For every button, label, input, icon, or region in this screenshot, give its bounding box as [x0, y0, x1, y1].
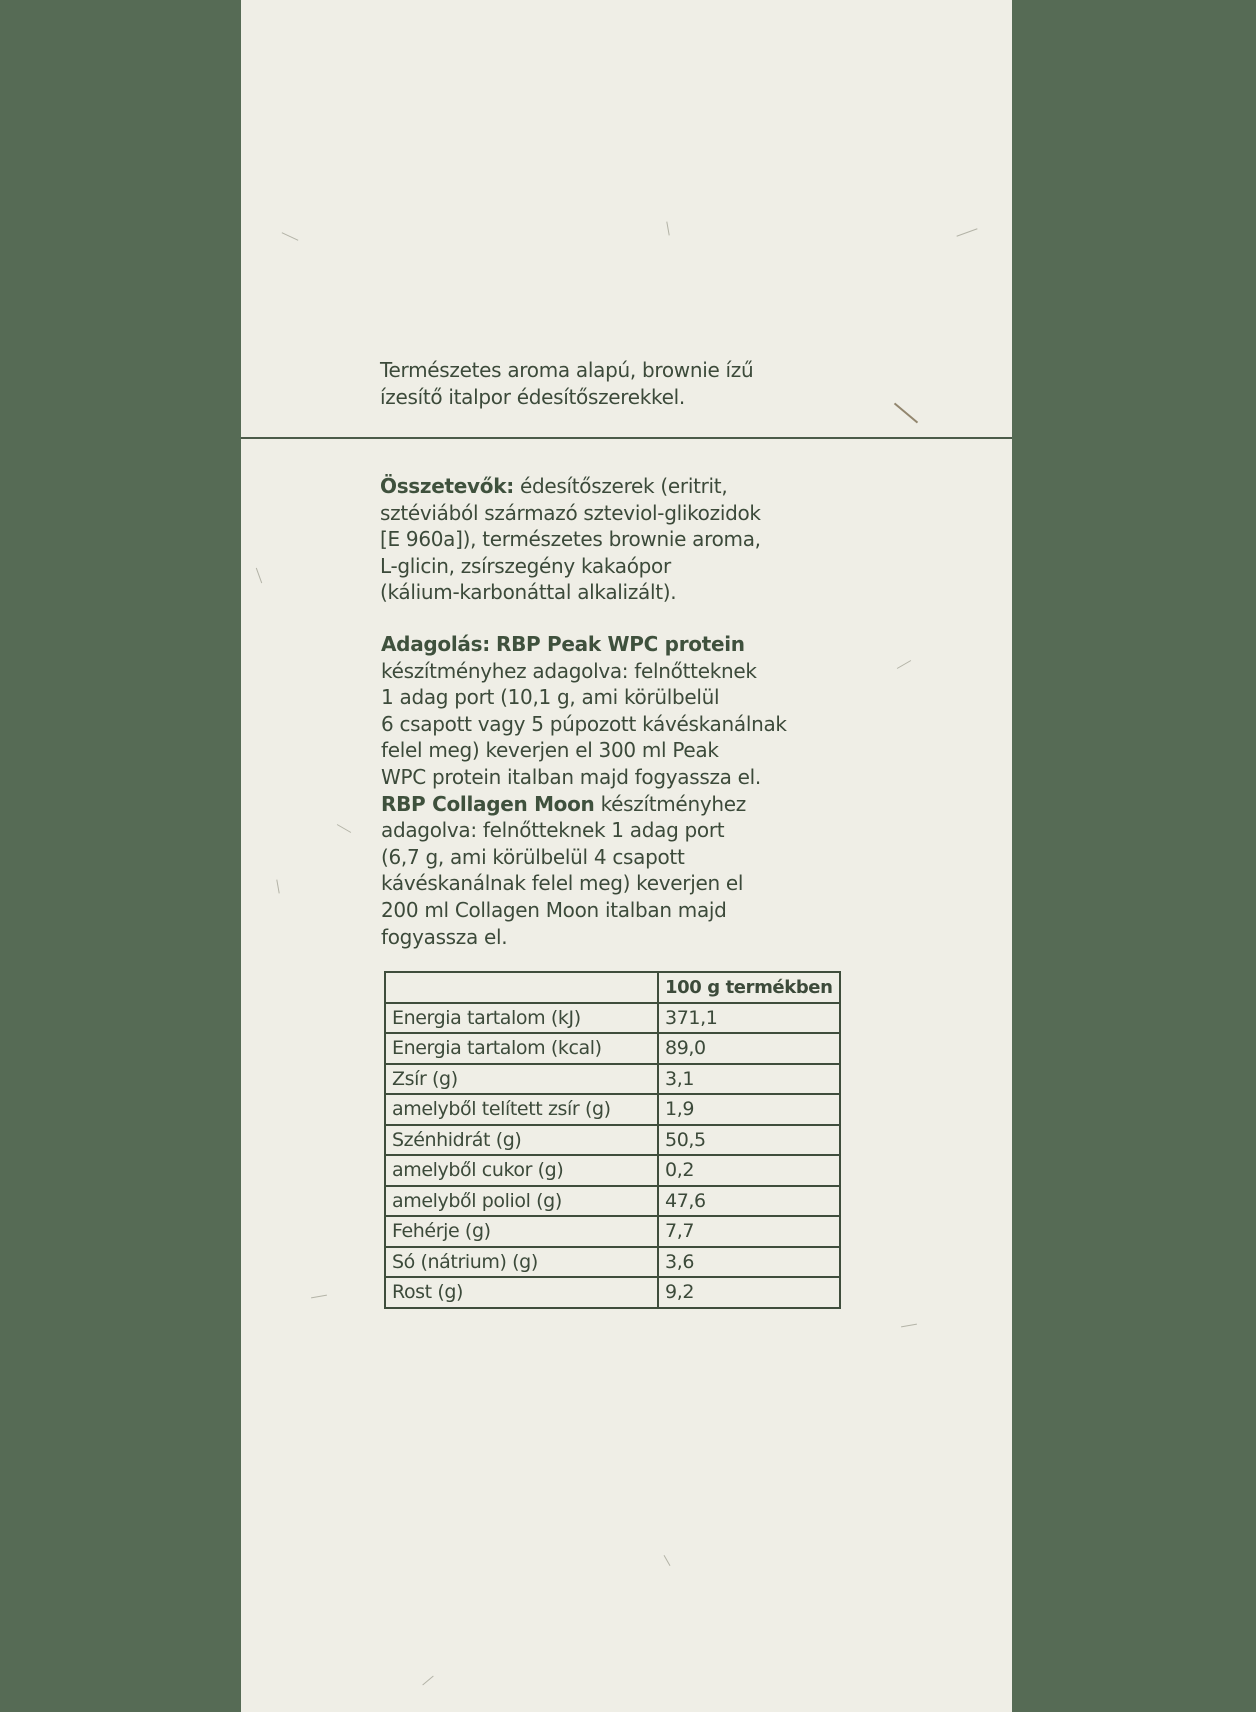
nutrient-value: 3,1 — [658, 1064, 840, 1095]
nutrient-value: 3,6 — [658, 1247, 840, 1278]
dosage-text: kávéskanálnak felel meg) keverjen el — [381, 871, 744, 896]
nutrient-name: Szénhidrát (g) — [385, 1125, 658, 1156]
nutrition-row — [385, 1064, 840, 1095]
paper-fiber — [666, 222, 669, 236]
nutrition-header-label: 100 g termékben — [658, 972, 840, 1003]
nutrient-value: 89,0 — [658, 1033, 840, 1064]
nutrient-value: 1,9 — [658, 1094, 840, 1125]
nutrient-name: amelyből poliol (g) — [385, 1186, 658, 1217]
dosage-text: fogyassza el. — [381, 924, 508, 949]
nutrient-name: Energia tartalom (kcal) — [385, 1033, 658, 1064]
dosage-text: felel meg) keverjen el 300 ml Peak — [381, 738, 719, 763]
nutrient-name: amelyből cukor (g) — [385, 1155, 658, 1186]
nutrition-row — [385, 1186, 840, 1217]
nutrition-row — [385, 1216, 840, 1247]
nutrient-value: 0,2 — [658, 1155, 840, 1186]
ingredients-label: Összetevők: — [380, 474, 514, 498]
dosage-product-collagen: RBP Collagen Moon — [381, 791, 595, 816]
dosage-text: (6,7 g, ami körülbelül 4 csapott — [381, 844, 685, 869]
paper-fiber — [311, 1295, 327, 1299]
paper-fiber — [276, 880, 279, 894]
nutrient-name: amelyből telített zsír (g) — [385, 1094, 658, 1125]
nutrient-name: Zsír (g) — [385, 1064, 658, 1095]
ingredients-text: sztéviából származó szteviol-glikozidok — [380, 500, 761, 525]
paper-fiber — [956, 228, 977, 236]
dosage-product-peak: RBP Peak WPC protein — [495, 632, 745, 656]
paper-fiber — [894, 403, 918, 424]
ingredients-text: [E 960a]), természetes brownie aroma, — [380, 527, 761, 552]
dosage-text: 1 adag port (10,1 g, ami körülbelül — [381, 685, 720, 710]
paper-fiber — [256, 568, 262, 583]
paper-fiber — [901, 1324, 917, 1328]
nutrient-name: Só (nátrium) (g) — [385, 1247, 658, 1278]
nutrition-header-empty — [385, 972, 658, 1003]
nutrition-row — [385, 1125, 840, 1156]
nutrition-row — [385, 1094, 840, 1125]
ingredients-section — [380, 473, 850, 606]
ingredients-text: (kálium-karbonáttal alkalizált). — [380, 580, 677, 605]
product-label — [241, 0, 1012, 1712]
nutrition-header-row — [385, 972, 840, 1003]
dosage-text: készítményhez adagolva: felnőtteknek — [381, 658, 757, 683]
nutrient-name: Fehérje (g) — [385, 1216, 658, 1247]
nutrient-name: Rost (g) — [385, 1277, 658, 1308]
product-description — [380, 357, 860, 411]
description-line: ízesítő italpor édesítőszerekkel. — [380, 385, 685, 409]
nutrition-table — [384, 971, 841, 1309]
paper-fiber — [897, 660, 911, 669]
dosage-text: készítményhez — [600, 791, 746, 816]
nutrition-row — [385, 1155, 840, 1186]
paper-fiber — [337, 824, 351, 833]
nutrient-name: Energia tartalom (kJ) — [385, 1003, 658, 1034]
ingredients-text: édesítőszerek (eritrit, — [519, 474, 728, 498]
description-line: Természetes aroma alapú, brownie ízű — [380, 358, 754, 382]
nutrition-row — [385, 1003, 840, 1034]
dosage-text: 6 csapott vagy 5 púpozott kávéskanálnak — [381, 711, 787, 736]
nutrient-value: 9,2 — [658, 1277, 840, 1308]
nutrition-row — [385, 1277, 840, 1308]
dosage-section — [381, 631, 881, 950]
nutrition-row — [385, 1033, 840, 1064]
divider-line — [241, 437, 1012, 439]
nutrient-value: 371,1 — [658, 1003, 840, 1034]
ingredients-text: L-glicin, zsírszegény kakaópor — [380, 553, 671, 578]
nutrition-row — [385, 1247, 840, 1278]
nutrient-value: 7,7 — [658, 1216, 840, 1247]
nutrient-value: 47,6 — [658, 1186, 840, 1217]
paper-fiber — [664, 1555, 671, 1566]
nutrient-value: 50,5 — [658, 1125, 840, 1156]
dosage-label: Adagolás: — [381, 632, 490, 656]
dosage-text: 200 ml Collagen Moon italban majd — [381, 897, 727, 922]
paper-fiber — [282, 232, 299, 241]
paper-fiber — [422, 1676, 433, 1686]
dosage-text: adagolva: felnőtteknek 1 adag port — [381, 818, 725, 843]
dosage-text: WPC protein italban majd fogyassza el. — [381, 764, 761, 789]
